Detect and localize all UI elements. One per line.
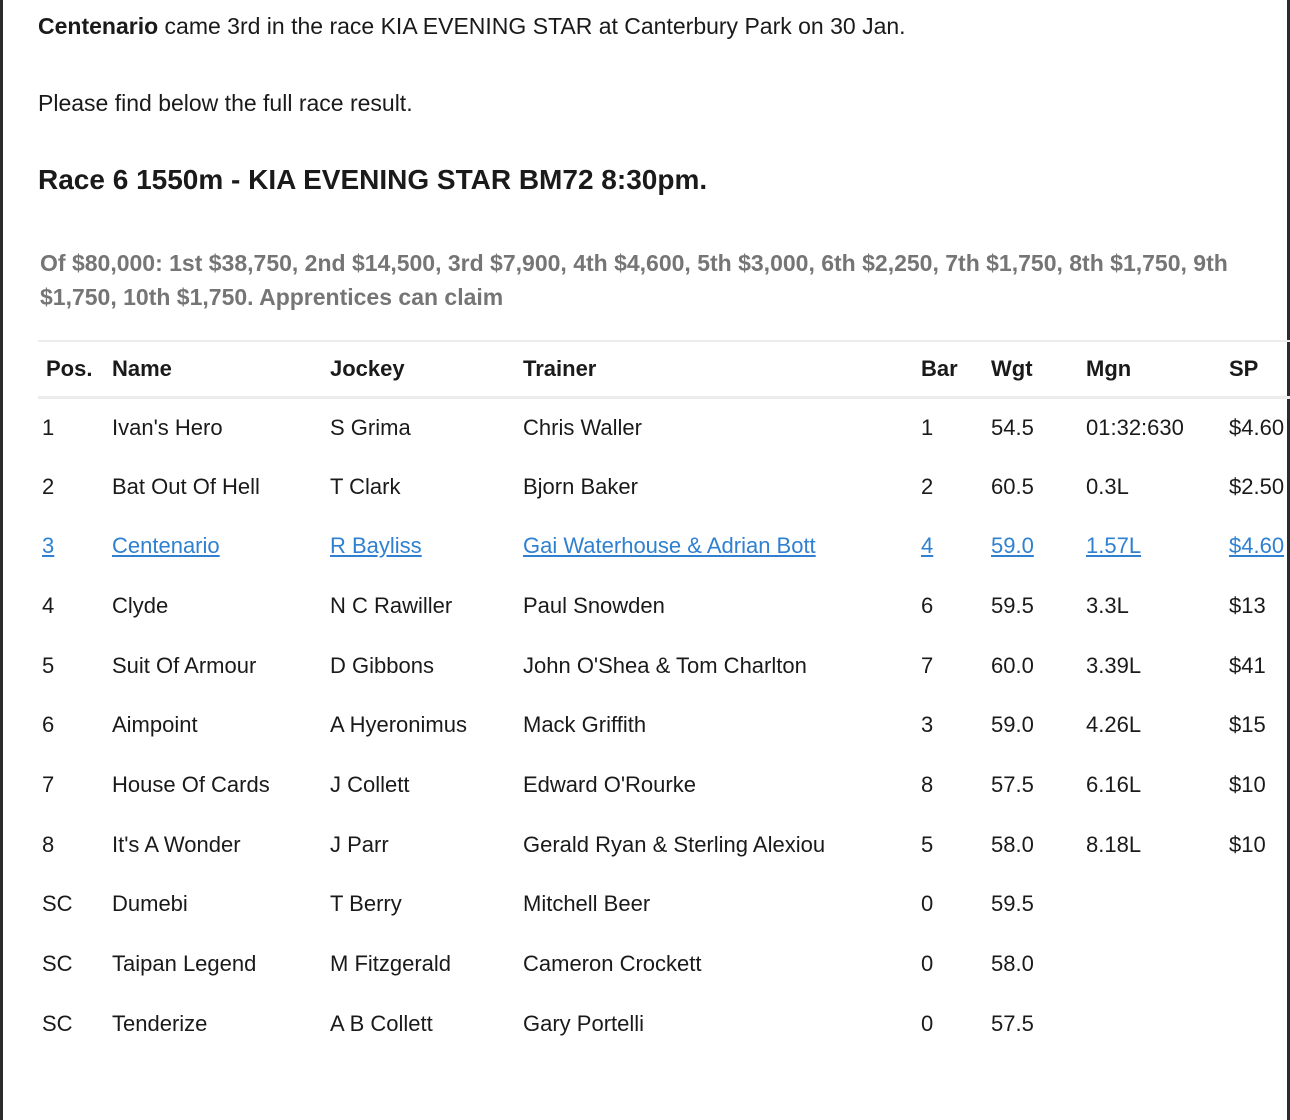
race-title: Race 6 1550m - KIA EVENING STAR BM72 8:30pm. <box>38 164 708 195</box>
cell-mgn: 6.16L <box>1086 771 1142 797</box>
cell-name: Aimpoint <box>112 712 198 738</box>
cell-wgt: 60.5 <box>991 473 1034 499</box>
cell-wgt-link[interactable]: 59.0 <box>991 533 1034 559</box>
table-row <box>38 755 1290 815</box>
results-table-container <box>38 340 1290 1054</box>
cell-mgn <box>1086 934 1229 994</box>
cell-jockey: A Hyeronimus <box>330 712 467 738</box>
results-table <box>38 340 1290 1054</box>
header-row <box>38 341 1290 397</box>
cell-mgn <box>1086 994 1229 1054</box>
cell-bar: 1 <box>921 414 934 440</box>
cell-wgt: 59.0 <box>991 712 1034 738</box>
cell-mgn: 01:32:630 <box>1086 414 1184 440</box>
cell-trainer: Gerald Ryan & Sterling Alexiou <box>523 831 826 857</box>
table-row <box>38 994 1290 1054</box>
cell-bar-link[interactable]: 4 <box>921 533 934 559</box>
cell-sp <box>1229 875 1290 935</box>
cell-pos: 6 <box>42 712 55 738</box>
cell-mgn <box>1086 875 1229 935</box>
cell-name-link[interactable]: Centenario <box>112 533 220 559</box>
intro-sentence <box>38 11 906 41</box>
cell-bar: 5 <box>921 831 934 857</box>
table-row-highlighted[interactable] <box>38 516 1290 576</box>
cell-sp: $13 <box>1229 592 1266 618</box>
table-row <box>38 875 1290 935</box>
header-mgn: Mgn <box>1086 355 1132 381</box>
prize-money-text: Of $80,000: 1st $38,750, 2nd $14,500, 3rd $7,900, 4th $4,600, 5th $3,000, 6th $2,250, 7th $1,750, 8th $1,750, 9th $1,750, 10th $1,750. Apprentices can claim <box>40 250 1228 310</box>
cell-sp <box>1229 934 1290 994</box>
results-table-body <box>38 397 1290 1054</box>
cell-jockey: T Berry <box>330 891 402 917</box>
cell-jockey: T Clark <box>330 473 401 499</box>
cell-mgn: 0.3L <box>1086 473 1129 499</box>
table-row <box>38 695 1290 755</box>
cell-sp: $10 <box>1229 771 1266 797</box>
intro-horse-name: Centenario <box>38 13 159 39</box>
cell-mgn: 4.26L <box>1086 712 1142 738</box>
cell-wgt: 58.0 <box>991 831 1034 857</box>
cell-pos: SC <box>42 951 73 977</box>
cell-sp: $4.60 <box>1229 414 1285 440</box>
cell-pos: SC <box>42 891 73 917</box>
cell-bar: 3 <box>921 712 934 738</box>
cell-name: Tenderize <box>112 1010 208 1036</box>
cell-wgt: 57.5 <box>991 771 1034 797</box>
cell-wgt: 59.5 <box>991 592 1034 618</box>
cell-pos: 8 <box>42 831 55 857</box>
cell-name: House Of Cards <box>112 771 270 797</box>
window-border-left <box>0 0 3 1120</box>
cell-bar: 0 <box>921 1010 934 1036</box>
cell-mgn: 3.39L <box>1086 652 1142 678</box>
find-below-text: Please find below the full race result. <box>38 90 413 116</box>
cell-wgt: 58.0 <box>991 951 1034 977</box>
cell-jockey: N C Rawiller <box>330 592 453 618</box>
cell-bar: 0 <box>921 891 934 917</box>
cell-sp <box>1229 994 1290 1054</box>
header-name: Name <box>112 355 172 381</box>
cell-mgn-link[interactable]: 1.57L <box>1086 533 1142 559</box>
intro-text: came 3rd in the race KIA EVENING STAR at Canterbury Park on 30 Jan. <box>158 13 906 39</box>
cell-jockey: J Parr <box>330 831 389 857</box>
cell-name: Taipan Legend <box>112 951 257 977</box>
cell-wgt: 54.5 <box>991 414 1034 440</box>
cell-mgn: 8.18L <box>1086 831 1142 857</box>
cell-trainer: Mack Griffith <box>523 712 647 738</box>
cell-trainer: Mitchell Beer <box>523 891 651 917</box>
cell-trainer: Chris Waller <box>523 414 642 440</box>
cell-pos: 4 <box>42 592 55 618</box>
cell-pos-link[interactable]: 3 <box>42 533 55 559</box>
cell-trainer: Bjorn Baker <box>523 473 638 499</box>
cell-sp-link[interactable]: $4.60 <box>1229 533 1285 559</box>
cell-pos: 5 <box>42 652 55 678</box>
cell-trainer: John O'Shea & Tom Charlton <box>523 652 807 678</box>
cell-pos: 7 <box>42 771 55 797</box>
cell-bar: 7 <box>921 652 934 678</box>
cell-wgt: 57.5 <box>991 1010 1034 1036</box>
table-row <box>38 576 1290 636</box>
cell-trainer: Paul Snowden <box>523 592 665 618</box>
cell-name: Dumebi <box>112 891 188 917</box>
table-row <box>38 397 1290 457</box>
cell-trainer-link[interactable]: Gai Waterhouse & Adrian Bott <box>523 533 816 559</box>
table-row <box>38 815 1290 875</box>
cell-trainer: Edward O'Rourke <box>523 771 696 797</box>
cell-sp: $41 <box>1229 652 1266 678</box>
cell-pos: 1 <box>42 414 55 440</box>
cell-trainer: Cameron Crockett <box>523 951 702 977</box>
cell-jockey: D Gibbons <box>330 652 434 678</box>
header-jockey: Jockey <box>330 355 405 381</box>
cell-wgt: 60.0 <box>991 652 1034 678</box>
table-row <box>38 934 1290 994</box>
cell-name: It's A Wonder <box>112 831 241 857</box>
header-wgt: Wgt <box>991 355 1033 381</box>
header-pos: Pos. <box>46 355 93 381</box>
table-row <box>38 457 1290 517</box>
header-sp: SP <box>1229 355 1259 381</box>
results-table-header <box>38 341 1290 397</box>
cell-jockey: S Grima <box>330 414 411 440</box>
cell-name: Clyde <box>112 592 169 618</box>
header-bar: Bar <box>921 355 958 381</box>
cell-name: Suit Of Armour <box>112 652 257 678</box>
cell-bar: 6 <box>921 592 934 618</box>
cell-mgn: 3.3L <box>1086 592 1129 618</box>
cell-name: Bat Out Of Hell <box>112 473 260 499</box>
header-trainer: Trainer <box>523 355 597 381</box>
cell-name: Ivan's Hero <box>112 414 223 440</box>
cell-bar: 2 <box>921 473 934 499</box>
cell-wgt: 59.5 <box>991 891 1034 917</box>
table-row <box>38 636 1290 696</box>
cell-jockey: M Fitzgerald <box>330 951 452 977</box>
cell-jockey-link[interactable]: R Bayliss <box>330 533 422 559</box>
cell-pos: 2 <box>42 473 55 499</box>
cell-sp: $2.50 <box>1229 473 1285 499</box>
cell-sp: $10 <box>1229 831 1266 857</box>
cell-pos: SC <box>42 1010 73 1036</box>
cell-jockey: A B Collett <box>330 1010 433 1036</box>
cell-jockey: J Collett <box>330 771 410 797</box>
cell-sp: $15 <box>1229 712 1266 738</box>
cell-trainer: Gary Portelli <box>523 1010 645 1036</box>
cell-bar: 8 <box>921 771 934 797</box>
cell-bar: 0 <box>921 951 934 977</box>
